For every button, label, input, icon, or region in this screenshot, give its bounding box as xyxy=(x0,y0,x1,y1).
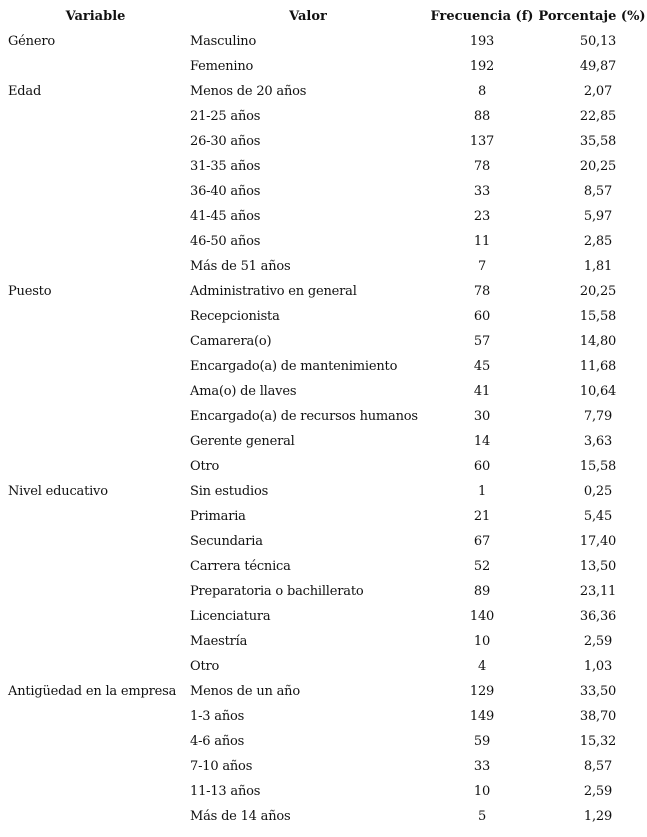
cell-porcentaje: 7,79 xyxy=(583,409,613,424)
cell-porcentaje: 1,03 xyxy=(583,659,613,674)
cell-valor: Encargado(a) de recursos humanos xyxy=(190,409,418,424)
cell-porcentaje: 5,45 xyxy=(583,509,613,524)
cell-frecuencia: 192 xyxy=(469,59,495,74)
cell-valor: Femenino xyxy=(190,59,254,74)
cell-porcentaje: 36,36 xyxy=(579,609,617,624)
table-row xyxy=(0,604,647,629)
cell-variable: Edad xyxy=(8,84,42,99)
cell-frecuencia: 88 xyxy=(473,109,491,124)
table-row xyxy=(0,679,647,704)
cell-frecuencia: 30 xyxy=(473,409,491,424)
cell-valor: 11-13 años xyxy=(190,784,261,799)
cell-frecuencia: 52 xyxy=(473,559,491,574)
cell-valor: Primaria xyxy=(190,509,246,524)
cell-frecuencia: 10 xyxy=(473,634,491,649)
cell-valor: Licenciatura xyxy=(190,609,271,624)
cell-porcentaje: 49,87 xyxy=(579,59,617,74)
table-row xyxy=(0,804,647,829)
cell-frecuencia: 78 xyxy=(473,159,491,174)
cell-frecuencia: 23 xyxy=(473,209,491,224)
header-porcentaje: Porcentaje (%) xyxy=(538,9,646,24)
cell-frecuencia: 5 xyxy=(477,809,487,824)
cell-frecuencia: 129 xyxy=(469,684,495,699)
cell-porcentaje: 35,58 xyxy=(579,134,617,149)
cell-frecuencia: 67 xyxy=(473,534,491,549)
table-row xyxy=(0,79,647,104)
cell-porcentaje: 0,25 xyxy=(583,484,613,499)
cell-valor: 36-40 años xyxy=(190,184,261,199)
table-row xyxy=(0,354,647,379)
cell-frecuencia: 10 xyxy=(473,784,491,799)
cell-frecuencia: 149 xyxy=(469,709,495,724)
cell-frecuencia: 33 xyxy=(473,759,491,774)
cell-porcentaje: 13,50 xyxy=(579,559,617,574)
cell-frecuencia: 21 xyxy=(473,509,491,524)
cell-valor: 21-25 años xyxy=(190,109,261,124)
cell-valor: Más de 51 años xyxy=(190,259,291,274)
cell-variable: Género xyxy=(8,34,55,49)
cell-porcentaje: 1,29 xyxy=(583,809,613,824)
cell-frecuencia: 59 xyxy=(473,734,491,749)
cell-valor: Otro xyxy=(190,659,220,674)
table-row xyxy=(0,229,647,254)
cell-frecuencia: 140 xyxy=(469,609,495,624)
cell-porcentaje: 14,80 xyxy=(579,334,617,349)
cell-porcentaje: 3,63 xyxy=(583,434,613,449)
table-row xyxy=(0,654,647,679)
cell-valor: Administrativo en general xyxy=(190,284,357,299)
cell-frecuencia: 41 xyxy=(473,384,491,399)
cell-valor: Gerente general xyxy=(190,434,295,449)
header-variable: Variable xyxy=(65,9,126,24)
cell-porcentaje: 2,59 xyxy=(583,634,613,649)
cell-frecuencia: 11 xyxy=(473,234,491,249)
table-row xyxy=(0,479,647,504)
cell-porcentaje: 17,40 xyxy=(579,534,617,549)
table-row xyxy=(0,304,647,329)
table-row xyxy=(0,729,647,754)
cell-valor: Recepcionista xyxy=(190,309,280,324)
cell-porcentaje: 8,57 xyxy=(583,759,613,774)
table-row xyxy=(0,179,647,204)
cell-variable: Nivel educativo xyxy=(8,484,108,499)
table-row xyxy=(0,204,647,229)
table-header-row xyxy=(0,4,647,29)
cell-valor: 41-45 años xyxy=(190,209,261,224)
cell-porcentaje: 15,58 xyxy=(579,459,617,474)
table-row xyxy=(0,104,647,129)
cell-frecuencia: 60 xyxy=(473,459,491,474)
table-row xyxy=(0,454,647,479)
table-row xyxy=(0,504,647,529)
cell-valor: Otro xyxy=(190,459,220,474)
cell-frecuencia: 193 xyxy=(469,34,495,49)
cell-valor: Camarera(o) xyxy=(190,334,272,349)
cell-porcentaje: 10,64 xyxy=(579,384,617,399)
cell-porcentaje: 1,81 xyxy=(583,259,613,274)
cell-porcentaje: 20,25 xyxy=(579,284,617,299)
table-row xyxy=(0,629,647,654)
table-row xyxy=(0,29,647,54)
cell-porcentaje: 2,07 xyxy=(583,84,613,99)
table-row xyxy=(0,579,647,604)
cell-valor: Secundaria xyxy=(190,534,263,549)
table-row xyxy=(0,379,647,404)
cell-valor: 26-30 años xyxy=(190,134,261,149)
cell-valor: 7-10 años xyxy=(190,759,253,774)
cell-porcentaje: 15,32 xyxy=(579,734,617,749)
table-row xyxy=(0,554,647,579)
cell-porcentaje: 5,97 xyxy=(583,209,613,224)
cell-frecuencia: 137 xyxy=(469,134,495,149)
cell-porcentaje: 2,59 xyxy=(583,784,613,799)
table-row xyxy=(0,154,647,179)
cell-porcentaje: 8,57 xyxy=(583,184,613,199)
table-row xyxy=(0,329,647,354)
cell-valor: Preparatoria o bachillerato xyxy=(190,584,364,599)
cell-valor: Carrera técnica xyxy=(190,559,291,574)
cell-frecuencia: 1 xyxy=(477,484,487,499)
cell-valor: Más de 14 años xyxy=(190,809,291,824)
table-row xyxy=(0,429,647,454)
cell-valor: 4-6 años xyxy=(190,734,245,749)
table-row xyxy=(0,779,647,804)
cell-porcentaje: 50,13 xyxy=(579,34,617,49)
table-row xyxy=(0,754,647,779)
cell-frecuencia: 7 xyxy=(477,259,487,274)
table-row xyxy=(0,279,647,304)
table-row xyxy=(0,129,647,154)
cell-frecuencia: 78 xyxy=(473,284,491,299)
data-table xyxy=(0,4,647,829)
table-body xyxy=(0,29,647,829)
cell-frecuencia: 14 xyxy=(473,434,491,449)
cell-valor: Sin estudios xyxy=(190,484,269,499)
cell-porcentaje: 38,70 xyxy=(579,709,617,724)
cell-porcentaje: 20,25 xyxy=(579,159,617,174)
cell-frecuencia: 60 xyxy=(473,309,491,324)
cell-valor: Encargado(a) de mantenimiento xyxy=(190,359,398,374)
cell-porcentaje: 22,85 xyxy=(579,109,617,124)
table-row xyxy=(0,704,647,729)
cell-valor: Ama(o) de llaves xyxy=(190,384,297,399)
table-row xyxy=(0,254,647,279)
cell-valor: Masculino xyxy=(190,34,257,49)
table-row xyxy=(0,54,647,79)
header-frecuencia: Frecuencia (f) xyxy=(430,9,534,24)
cell-variable: Antigüedad en la empresa xyxy=(8,684,177,699)
cell-porcentaje: 11,68 xyxy=(579,359,617,374)
table-row xyxy=(0,404,647,429)
cell-frecuencia: 45 xyxy=(473,359,491,374)
table-row xyxy=(0,529,647,554)
cell-porcentaje: 15,58 xyxy=(579,309,617,324)
cell-variable: Puesto xyxy=(8,284,52,299)
cell-valor: 46-50 años xyxy=(190,234,261,249)
cell-frecuencia: 8 xyxy=(477,84,487,99)
header-valor: Valor xyxy=(289,9,327,24)
cell-porcentaje: 2,85 xyxy=(583,234,613,249)
cell-porcentaje: 23,11 xyxy=(579,584,617,599)
cell-frecuencia: 89 xyxy=(473,584,491,599)
cell-porcentaje: 33,50 xyxy=(579,684,617,699)
cell-valor: Menos de 20 años xyxy=(190,84,307,99)
cell-frecuencia: 4 xyxy=(477,659,487,674)
cell-valor: 1-3 años xyxy=(190,709,245,724)
cell-frecuencia: 33 xyxy=(473,184,491,199)
cell-valor: 31-35 años xyxy=(190,159,261,174)
cell-frecuencia: 57 xyxy=(473,334,491,349)
cell-valor: Maestría xyxy=(190,634,248,649)
cell-valor: Menos de un año xyxy=(190,684,300,699)
